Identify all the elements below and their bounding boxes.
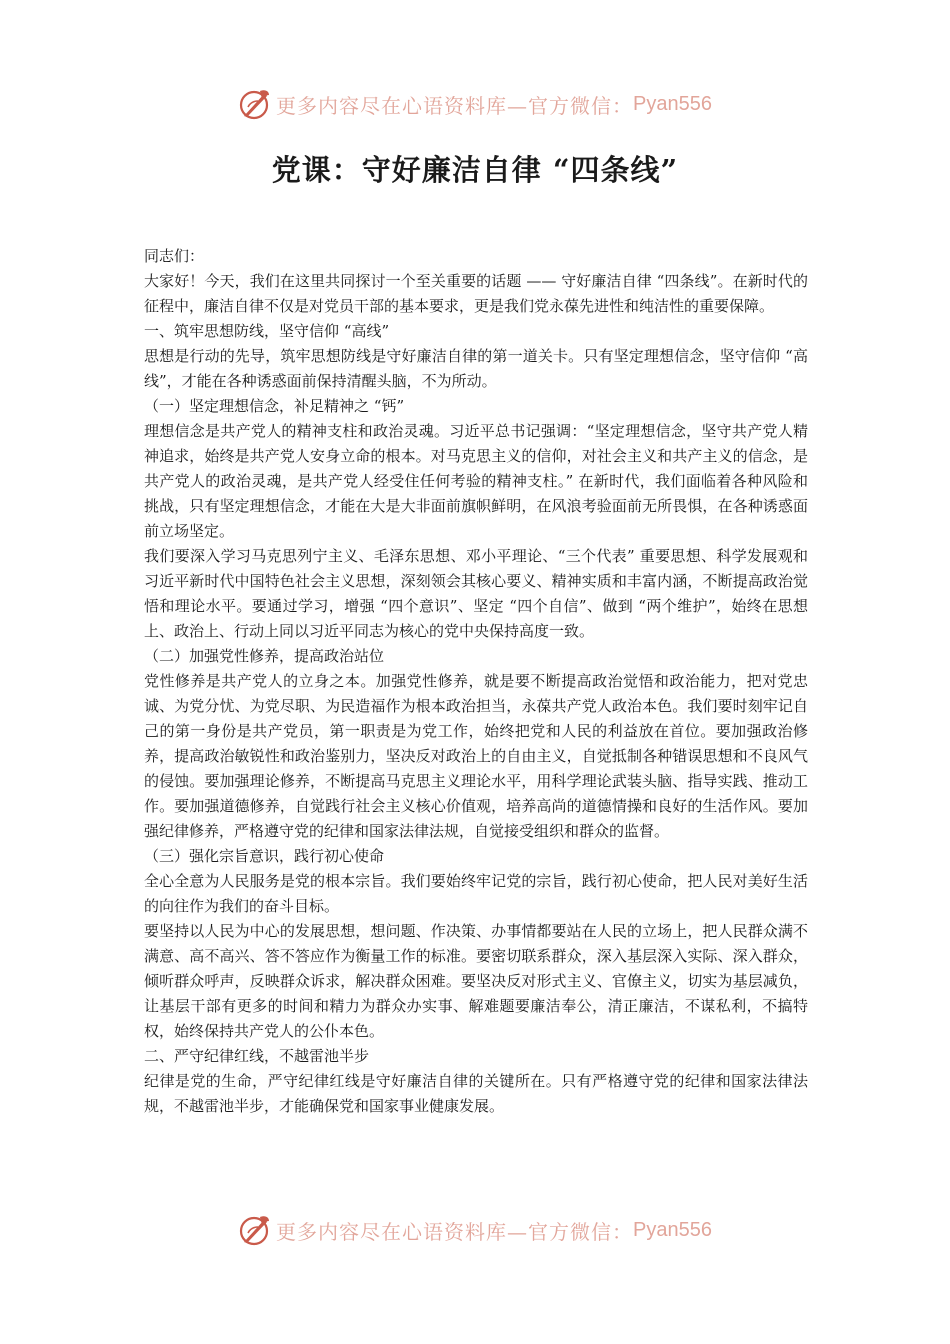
- document-body: [144, 244, 808, 1119]
- paragraph: 纪律是党的生命，严守纪律红线是守好廉洁自律的关键所在。只有严格遵守党的纪律和国家法律法规，不越雷池半步，才能确保党和国家事业健康发展。: [144, 1072, 808, 1115]
- intro-paragraph: 大家好！今天，我们在这里共同探讨一个至关重要的话题 —— 守好廉洁自律 “四条线”。在新时代的征程中，廉洁自律不仅是对党员干部的基本要求，更是我们党永葆先进性和纯洁性的重要保障。: [144, 272, 808, 315]
- subsection-heading: （一）坚定理想信念，补足精神之 “钙”: [144, 397, 405, 415]
- banner-text: 更多内容尽在心语资料库—官方微信：: [276, 93, 634, 118]
- document-title: 党课：守好廉洁自律 “四条线”: [271, 153, 679, 187]
- banner-wechat-id: Pyan556: [633, 92, 712, 115]
- paragraph: 党性修养是共产党人的立身之本。加强党性修养，就是要不断提高政治觉悟和政治能力，把对党忠诚、为党分忧、为党尽职、为民造福作为根本政治担当，永葆共产党人政治本色。我们要时刻牢记自己的第一身份是共产党员，第一职责是为党工作，始终把党和人民的利益放在首位。要加强政治修养，提高政治敏锐性和政治鉴别力，坚决反对政治上的自由主义，自觉抵制各种错误思想和不良风气的侵蚀。要加强理论修养，不断提高马克思主义理论水平，用科学理论武装头脑、指导实践、推动工作。要加强道德修养，自觉践行社会主义核心价值观，培养高尚的道德情操和良好的生活作风。要加强纪律修养，严格遵守党的纪律和国家法律法规，自觉接受组织和群众的监督。: [144, 672, 808, 840]
- section-heading: 二、严守纪律红线，不越雷池半步: [144, 1047, 370, 1065]
- salutation: 同志们：: [144, 247, 205, 265]
- paragraph: 思想是行动的先导，筑牢思想防线是守好廉洁自律的第一道关卡。只有坚定理想信念，坚守信仰 “高线”，才能在各种诱惑面前保持清醒头脑，不为所动。: [144, 347, 808, 390]
- footer-banner: [0, 1210, 950, 1250]
- section-heading: 一、筑牢思想防线，坚守信仰 “高线”: [144, 322, 390, 340]
- paragraph: 全心全意为人民服务是党的根本宗旨。我们要始终牢记党的宗旨，践行初心使命，把人民对美好生活的向往作为我们的奋斗目标。: [144, 872, 808, 915]
- header-banner: [0, 84, 950, 124]
- quill-logo-icon: [238, 1213, 272, 1247]
- paragraph: 要坚持以人民为中心的发展思想，想问题、作决策、办事情都要站在人民的立场上，把人民群众满不满意、高不高兴、答不答应作为衡量工作的标准。要密切联系群众，深入基层深入实际、深入群众，倾听群众呼声，反映群众诉求，解决群众困难。要坚决反对形式主义、官僚主义，切实为基层减负，让基层干部有更多的时间和精力为群众办实事、解难题要廉洁奉公，清正廉洁，不谋私利，不搞特权，始终保持共产党人的公仆本色。: [144, 922, 808, 1040]
- paragraph: 我们要深入学习马克思列宁主义、毛泽东思想、邓小平理论、“三个代表” 重要思想、科学发展观和习近平新时代中国特色社会主义思想，深刻领会其核心要义、精神实质和丰富内涵，不断提高政治觉悟和理论水平。要通过学习，增强 “四个意识”、坚定 “四个自信”、做到 “两个维护”，始终在思想上、政治上、行动上同以习近平同志为核心的党中央保持高度一致。: [144, 547, 808, 640]
- paragraph: 理想信念是共产党人的精神支柱和政治灵魂。习近平总书记强调：“坚定理想信念，坚守共产党人精神追求，始终是共产党人安身立命的根本。对马克思主义的信仰，对社会主义和共产主义的信念，是共产党人的政治灵魂，是共产党人经受住任何考验的精神支柱。” 在新时代，我们面临着各种风险和挑战，只有坚定理想信念，才能在大是大非面前旗帜鲜明，在风浪考验面前无所畏惧，在各种诱惑面前立场坚定。: [144, 422, 808, 540]
- quill-logo-icon: [238, 87, 272, 121]
- banner-wechat-id: Pyan556: [633, 1218, 712, 1241]
- subsection-heading: （二）加强党性修养，提高政治站位: [144, 647, 385, 665]
- banner-text: 更多内容尽在心语资料库—官方微信：: [276, 1219, 634, 1244]
- subsection-heading: （三）强化宗旨意识，践行初心使命: [144, 847, 385, 865]
